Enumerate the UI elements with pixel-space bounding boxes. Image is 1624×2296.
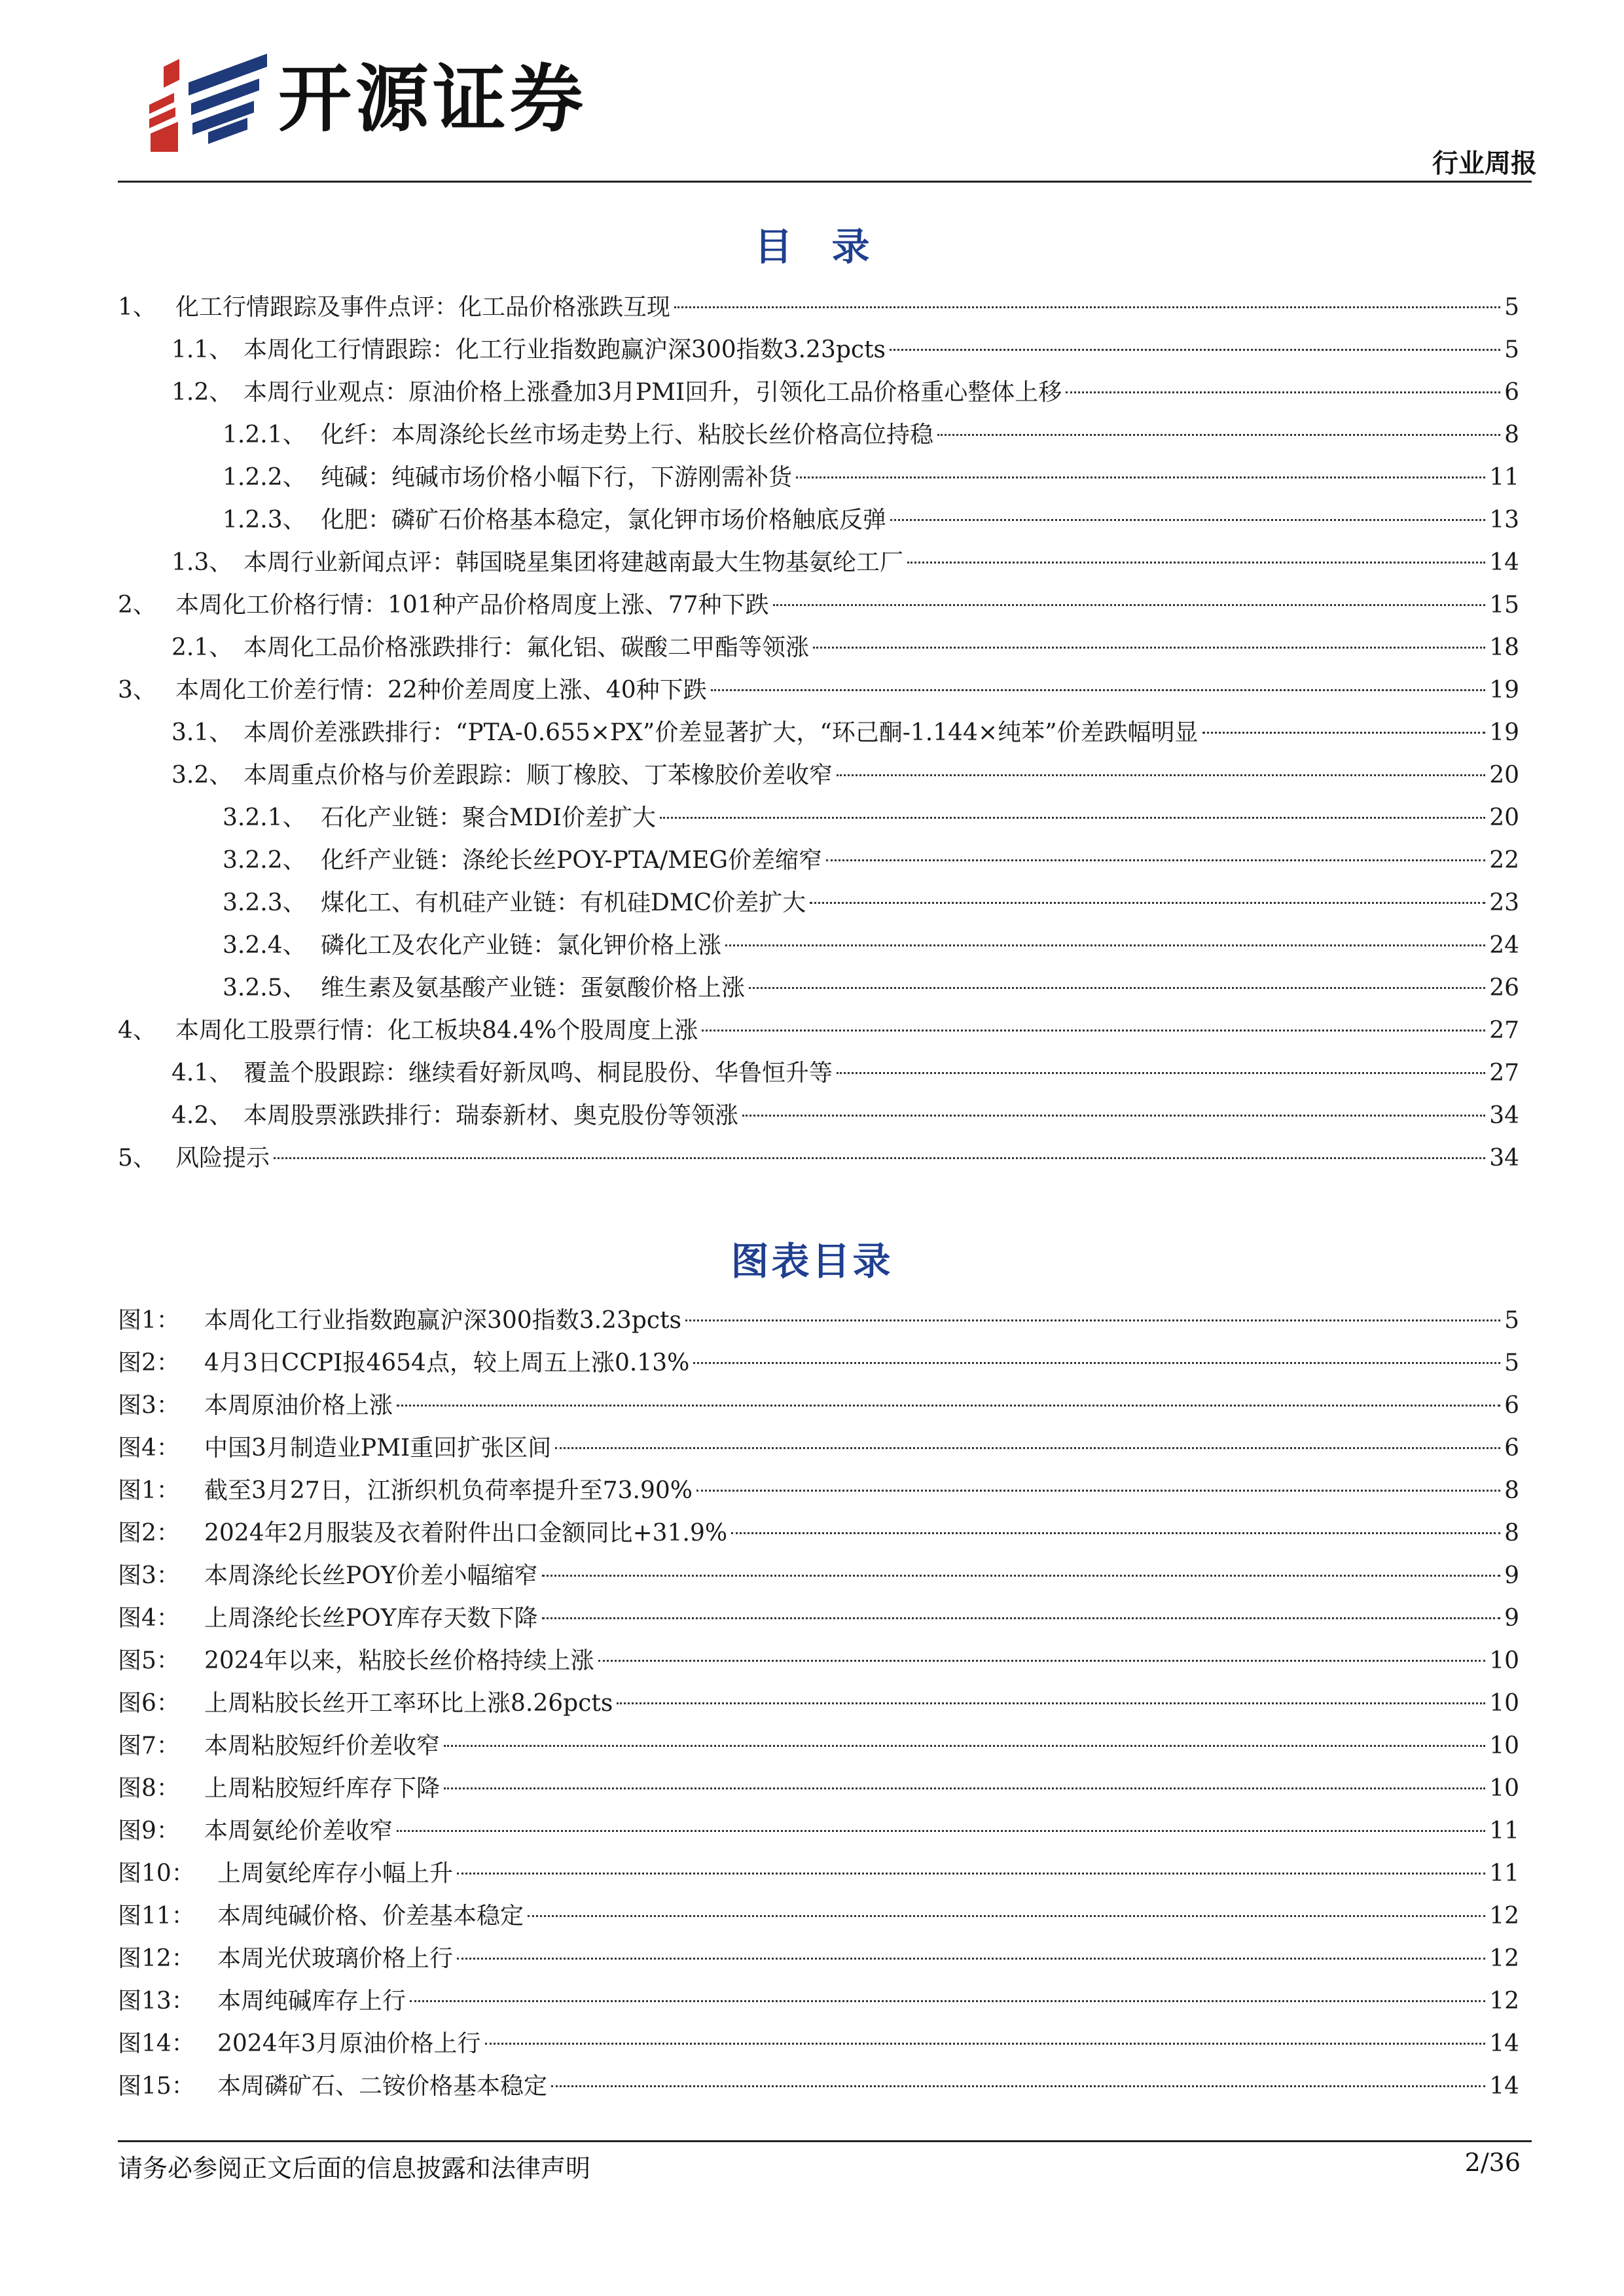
dot-leader xyxy=(542,1575,1501,1577)
toc-entry-page: 13 xyxy=(1489,507,1519,533)
footer-divider xyxy=(118,2140,1532,2142)
figure-entry-text: 本周磷矿石、二铵价格基本稳定 xyxy=(217,2073,548,2100)
toc-entry[interactable] xyxy=(171,713,1519,753)
toc-entry-number: 2.1、 xyxy=(171,634,233,661)
toc-entry-text: 化纤：本周涤纶长丝市场走势上行、粘胶长丝价格高位持稳 xyxy=(321,422,934,448)
figure-entry-page: 10 xyxy=(1489,1732,1519,1759)
toc-entry-number: 1.2.1、 xyxy=(223,422,306,448)
figure-entry-text: 本周化工行业指数跑赢沪深300指数3.23pcts xyxy=(204,1307,682,1334)
report-type-label: 行业周报 xyxy=(1432,149,1537,179)
toc-entry[interactable] xyxy=(223,841,1519,880)
toc-entry[interactable] xyxy=(171,331,1519,370)
toc-entry-text: 本周重点价格与价差跟踪：顺丁橡胶、丁苯橡胶价差收窄 xyxy=(244,762,833,789)
toc-entry[interactable] xyxy=(118,288,1519,327)
figure-entry-text: 中国3月制造业PMI重回扩张区间 xyxy=(204,1435,552,1462)
toc-entry[interactable] xyxy=(223,884,1519,923)
figure-entry-page: 11 xyxy=(1489,1818,1519,1844)
dot-leader xyxy=(1066,391,1500,393)
toc-entry-number: 4.2、 xyxy=(171,1102,233,1129)
dot-leader xyxy=(907,562,1485,564)
toc-entry[interactable] xyxy=(171,1096,1519,1136)
toc-entry-text: 本周行业新闻点评：韩国晓星集团将建越南最大生物基氨纶工厂 xyxy=(244,549,904,576)
toc-entry-number: 3.2、 xyxy=(171,762,233,789)
toc-entry-page: 5 xyxy=(1504,294,1519,321)
toc-entry-page: 22 xyxy=(1489,847,1519,874)
figure-entry-number: 图11： xyxy=(118,1903,195,1929)
dot-leader xyxy=(542,1617,1501,1619)
dot-leader xyxy=(725,944,1485,946)
dot-leader xyxy=(528,1915,1485,1917)
figure-entry[interactable] xyxy=(118,1641,1519,1681)
figure-entry-number: 图12： xyxy=(118,1945,195,1972)
figure-entry[interactable] xyxy=(118,1939,1519,1979)
figure-entry[interactable] xyxy=(118,1727,1519,1766)
toc-entry-number: 3.2.4、 xyxy=(223,932,306,959)
toc-entry-number: 4、 xyxy=(118,1017,156,1044)
dot-leader xyxy=(674,306,1500,308)
toc-entry-text: 覆盖个股跟踪：继续看好新凤鸣、桐昆股份、华鲁恒升等 xyxy=(244,1060,833,1086)
figure-entry[interactable] xyxy=(118,1301,1519,1340)
figure-entry-text: 本周纯碱价格、价差基本稳定 xyxy=(217,1903,524,1929)
dot-leader xyxy=(702,1030,1485,1031)
dot-leader xyxy=(617,1702,1485,1704)
figure-entry-number: 图9： xyxy=(118,1818,180,1844)
figure-entry-number: 图14： xyxy=(118,2030,195,2057)
toc-entry-text: 维生素及氨基酸产业链：蛋氨酸价格上涨 xyxy=(321,975,746,1001)
toc-entry[interactable] xyxy=(223,501,1519,540)
toc-entry-number: 3.1、 xyxy=(171,719,233,746)
figure-entry-number: 图4： xyxy=(118,1605,180,1632)
toc-entry-text: 磷化工及农化产业链：氯化钾价格上涨 xyxy=(321,932,722,959)
dot-leader xyxy=(890,519,1485,521)
toc-entry-page: 20 xyxy=(1489,804,1519,831)
figure-entry[interactable] xyxy=(118,1344,1519,1383)
figure-entry-page: 10 xyxy=(1489,1775,1519,1802)
dot-leader xyxy=(937,434,1500,436)
dot-leader xyxy=(796,476,1485,478)
dot-leader xyxy=(457,1958,1485,1960)
figure-entry-page: 12 xyxy=(1489,1903,1519,1929)
toc-entry-page: 27 xyxy=(1489,1060,1519,1086)
figure-entry-number: 图10： xyxy=(118,1860,195,1887)
dot-leader xyxy=(773,604,1486,606)
dot-leader xyxy=(410,2000,1485,2002)
dot-leader xyxy=(660,817,1485,819)
figure-entry-page: 9 xyxy=(1504,1562,1519,1589)
figure-entry-number: 图3： xyxy=(118,1562,180,1589)
toc-entry-page: 27 xyxy=(1489,1017,1519,1044)
toc-entry-page: 6 xyxy=(1504,379,1519,406)
header-divider xyxy=(118,181,1532,183)
dot-leader xyxy=(837,1072,1485,1074)
brand-logo xyxy=(149,54,267,152)
figure-entry-text: 上周氨纶库存小幅上升 xyxy=(217,1860,454,1887)
toc-entry-page: 34 xyxy=(1489,1145,1519,1172)
toc-entry-text: 石化产业链：聚合MDI价差扩大 xyxy=(321,804,656,831)
toc-entry-page: 26 xyxy=(1489,975,1519,1001)
dot-leader xyxy=(598,1660,1486,1662)
toc-title: 目录 xyxy=(754,224,909,269)
toc-entry-text: 煤化工、有机硅产业链：有机硅DMC价差扩大 xyxy=(321,889,806,916)
figure-entry-page: 8 xyxy=(1504,1520,1519,1547)
figure-entry-text: 2024年3月原油价格上行 xyxy=(217,2030,481,2057)
toc-entry-number: 1、 xyxy=(118,294,156,321)
figure-entry[interactable] xyxy=(118,1769,1519,1808)
toc-entry-number: 2、 xyxy=(118,592,156,619)
figure-entry-page: 14 xyxy=(1489,2030,1519,2057)
figure-entry[interactable] xyxy=(118,1429,1519,1468)
figure-entry-page: 10 xyxy=(1489,1647,1519,1674)
dot-leader xyxy=(551,2085,1485,2087)
toc-entry[interactable] xyxy=(118,586,1519,625)
figure-entry-number: 图6： xyxy=(118,1690,180,1717)
toc-entry-page: 11 xyxy=(1489,464,1519,491)
toc-entry[interactable] xyxy=(118,671,1519,710)
dot-leader xyxy=(555,1447,1500,1449)
figure-entry[interactable] xyxy=(118,1982,1519,2021)
figure-entry-number: 图5： xyxy=(118,1647,180,1674)
figure-entry-text: 本周粘胶短纤价差收窄 xyxy=(204,1732,441,1759)
figure-entry-number: 图1： xyxy=(118,1477,180,1504)
toc-entry-page: 5 xyxy=(1504,336,1519,363)
dot-leader xyxy=(890,349,1500,351)
toc-entry-number: 3、 xyxy=(118,677,156,704)
figure-entry-number: 图7： xyxy=(118,1732,180,1759)
toc-entry-page: 18 xyxy=(1489,634,1519,661)
toc-entry[interactable] xyxy=(171,756,1519,795)
toc-entry-page: 20 xyxy=(1489,762,1519,789)
figure-entry-page: 14 xyxy=(1489,2073,1519,2100)
toc-entry-page: 19 xyxy=(1489,677,1519,704)
dot-leader xyxy=(1202,732,1486,734)
toc-entry-page: 23 xyxy=(1489,889,1519,916)
figure-entry-text: 本周原油价格上涨 xyxy=(204,1392,393,1419)
toc-entry-page: 14 xyxy=(1489,549,1519,576)
figure-entry[interactable] xyxy=(118,1812,1519,1851)
figure-entry-number: 图3： xyxy=(118,1392,180,1419)
toc-entry-number: 3.2.5、 xyxy=(223,975,306,1001)
figure-entry[interactable] xyxy=(118,1471,1519,1511)
figure-entry-page: 8 xyxy=(1504,1477,1519,1504)
dot-leader xyxy=(693,1362,1500,1364)
figure-entry-number: 图4： xyxy=(118,1435,180,1462)
toc-entry-number: 1.3、 xyxy=(171,549,233,576)
toc-entry-text: 风险提示 xyxy=(175,1145,270,1172)
dot-leader xyxy=(444,1745,1485,1747)
dot-leader xyxy=(696,1490,1500,1492)
dot-leader xyxy=(813,647,1485,649)
figure-entry[interactable] xyxy=(118,2024,1519,2064)
toc-entry[interactable] xyxy=(223,458,1519,497)
figure-entry-number: 图1： xyxy=(118,1307,180,1334)
figure-entry-page: 5 xyxy=(1504,1307,1519,1334)
toc-entry-page: 19 xyxy=(1489,719,1519,746)
toc-entry[interactable] xyxy=(118,1139,1519,1178)
figure-entry[interactable] xyxy=(118,2067,1519,2106)
figures-title: 图表目录 xyxy=(731,1239,893,1283)
dot-leader xyxy=(731,1532,1500,1534)
toc-entry-page: 24 xyxy=(1489,932,1519,959)
dot-leader xyxy=(485,2043,1486,2045)
toc-entry-number: 1.2.2、 xyxy=(223,464,306,491)
page-number: 2/36 xyxy=(1464,2148,1521,2177)
figure-entry-text: 上周粘胶长丝开工率环比上涨8.26pcts xyxy=(204,1690,613,1717)
figure-entry[interactable] xyxy=(118,1684,1519,1723)
brand-name: 开源证券 xyxy=(278,57,587,142)
figure-entry-text: 4月3日CCPI报4654点，较上周五上涨0.13% xyxy=(204,1350,690,1376)
figure-entry-page: 5 xyxy=(1504,1350,1519,1376)
toc-entry[interactable] xyxy=(223,926,1519,965)
toc-entry-number: 1.2.3、 xyxy=(223,507,306,533)
figure-entry[interactable] xyxy=(118,1854,1519,1893)
figure-entry-text: 本周涤纶长丝POY价差小幅缩窄 xyxy=(204,1562,538,1589)
toc-entry-number: 3.2.2、 xyxy=(223,847,306,874)
toc-entry-text: 本周化工股票行情：化工板块84.4%个股周度上涨 xyxy=(175,1017,698,1044)
figure-entry-number: 图2： xyxy=(118,1350,180,1376)
toc-entry-text: 本周股票涨跌排行：瑞泰新材、奥克股份等领涨 xyxy=(244,1102,739,1129)
dot-leader xyxy=(837,774,1485,776)
figure-entry-text: 上周粘胶短纤库存下降 xyxy=(204,1775,441,1802)
figure-entry-page: 11 xyxy=(1489,1860,1519,1887)
figure-entry-page: 6 xyxy=(1504,1392,1519,1419)
toc-entry[interactable] xyxy=(171,628,1519,668)
figure-entry-number: 图15： xyxy=(118,2073,195,2100)
figure-entry-number: 图2： xyxy=(118,1520,180,1547)
toc-entry-number: 4.1、 xyxy=(171,1060,233,1086)
figure-entry-text: 2024年2月服装及衣着附件出口金额同比+31.9% xyxy=(204,1520,728,1547)
figure-entry-text: 本周光伏玻璃价格上行 xyxy=(217,1945,454,1972)
dot-leader xyxy=(711,689,1486,691)
toc-entry[interactable] xyxy=(223,798,1519,838)
toc-entry-number: 5、 xyxy=(118,1145,156,1172)
figure-entry-text: 截至3月27日，江浙织机负荷率提升至73.90% xyxy=(204,1477,693,1504)
dot-leader xyxy=(274,1157,1485,1159)
figure-entry-page: 10 xyxy=(1489,1690,1519,1717)
dot-leader xyxy=(826,859,1485,861)
toc-entry[interactable] xyxy=(171,543,1519,583)
toc-entry[interactable] xyxy=(118,1011,1519,1050)
toc-entry[interactable] xyxy=(223,969,1519,1008)
toc-entry-number: 3.2.1、 xyxy=(223,804,306,831)
dot-leader xyxy=(444,1787,1485,1789)
toc-entry-number: 1.2、 xyxy=(171,379,233,406)
figure-entry-text: 2024年以来，粘胶长丝价格持续上涨 xyxy=(204,1647,594,1674)
dot-leader xyxy=(397,1405,1500,1407)
figure-entry-text: 本周纯碱库存上行 xyxy=(217,1988,406,2015)
toc-entry-text: 本周化工行情跟踪：化工行业指数跑赢沪深300指数3.23pcts xyxy=(244,336,886,363)
dot-leader xyxy=(749,987,1485,989)
toc-entry-number: 3.2.3、 xyxy=(223,889,306,916)
figure-entry-page: 9 xyxy=(1504,1605,1519,1632)
dot-leader xyxy=(685,1319,1500,1321)
toc-entry-number: 1.1、 xyxy=(171,336,233,363)
toc-entry-text: 本周行业观点：原油价格上涨叠加3月PMI回升，引领化工品价格重心整体上移 xyxy=(244,379,1062,406)
toc-entry-page: 8 xyxy=(1504,422,1519,448)
figure-entry-text: 本周氨纶价差收窄 xyxy=(204,1818,393,1844)
toc-entry-page: 15 xyxy=(1489,592,1519,619)
figure-entry-number: 图8： xyxy=(118,1775,180,1802)
toc-entry[interactable] xyxy=(223,416,1519,455)
figure-entry[interactable] xyxy=(118,1556,1519,1596)
dot-leader xyxy=(397,1830,1485,1832)
figure-entry-text: 上周涤纶长丝POY库存天数下降 xyxy=(204,1605,538,1632)
toc-entry-text: 化工行情跟踪及事件点评：化工品价格涨跌互现 xyxy=(175,294,671,321)
toc-entry-text: 本周化工品价格涨跌排行：氟化铝、碳酸二甲酯等领涨 xyxy=(244,634,810,661)
toc-entry[interactable] xyxy=(171,373,1519,412)
figure-entry[interactable] xyxy=(118,1599,1519,1638)
toc-entry-text: 化纤产业链：涤纶长丝POY-PTA/MEG价差缩窄 xyxy=(321,847,823,874)
figure-entry[interactable] xyxy=(118,1514,1519,1553)
figure-entry[interactable] xyxy=(118,1897,1519,1936)
toc-entry-page: 34 xyxy=(1489,1102,1519,1129)
dot-leader xyxy=(810,902,1485,904)
figure-entry-page: 12 xyxy=(1489,1945,1519,1972)
toc-entry-text: 本周价差涨跌排行：“PTA-0.655×PX”价差显著扩大，“环己酮-1.144×纯苯”价差跌幅明显 xyxy=(244,719,1199,746)
figure-entry[interactable] xyxy=(118,1386,1519,1426)
figure-entry-number: 图13： xyxy=(118,1988,195,2015)
figure-entry-page: 6 xyxy=(1504,1435,1519,1462)
figure-entry-page: 12 xyxy=(1489,1988,1519,2015)
toc-entry-text: 纯碱：纯碱市场价格小幅下行，下游刚需补货 xyxy=(321,464,793,491)
toc-entry-text: 化肥：磷矿石价格基本稳定，氯化钾市场价格触底反弹 xyxy=(321,507,887,533)
toc-entry-text: 本周化工价格行情：101种产品价格周度上涨、77种下跌 xyxy=(175,592,769,619)
dot-leader xyxy=(742,1115,1485,1117)
dot-leader xyxy=(457,1873,1485,1874)
toc-entry[interactable] xyxy=(171,1054,1519,1093)
toc-entry-text: 本周化工价差行情：22种价差周度上涨、40种下跌 xyxy=(175,677,707,704)
footer-disclaimer: 请务必参阅正文后面的信息披露和法律声明 xyxy=(118,2154,591,2183)
